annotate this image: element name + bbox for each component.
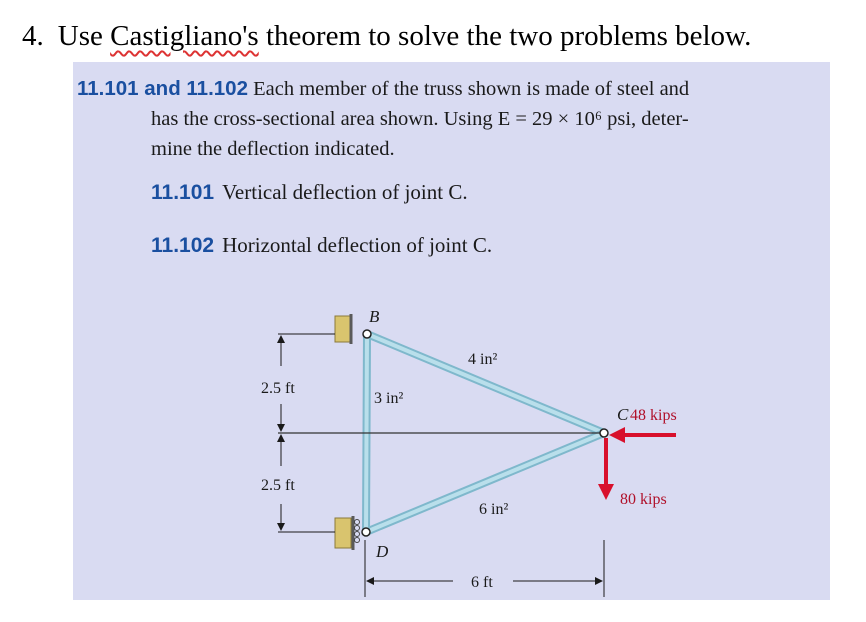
area-label-cd: 6 in²	[479, 501, 509, 518]
item-text: Vertical deflection of joint C.	[222, 180, 468, 204]
load-horizontal-label: 48 kips	[630, 407, 677, 424]
joint-b	[363, 330, 371, 338]
load-vertical-arrow	[598, 438, 614, 500]
item-number: 11.101	[151, 181, 215, 204]
joint-d	[362, 528, 370, 536]
item-number: 11.102	[151, 234, 215, 257]
item-text: Horizontal deflection of joint C.	[222, 233, 493, 257]
load-horizontal-arrow	[609, 427, 676, 443]
area-label-bc: 4 in²	[468, 351, 498, 368]
heading-suffix: theorem to solve the two problems below.	[258, 20, 752, 52]
dimension-lower: 2.5 ft	[261, 477, 295, 494]
support-b	[335, 314, 351, 344]
dimension-span: 6 ft	[471, 574, 493, 591]
heading-prefix: Use	[57, 20, 111, 52]
question-number: 4.	[22, 20, 44, 52]
dimension-upper: 2.5 ft	[261, 380, 295, 397]
textbook-excerpt	[73, 62, 830, 600]
truss-diagram	[73, 62, 830, 600]
joint-label-c: C	[617, 405, 629, 424]
problem-numbers: 11.101 and 11.102	[77, 77, 248, 100]
load-vertical-label: 80 kips	[620, 491, 667, 508]
statement-line-3: mine the deflection indicated.	[151, 138, 395, 160]
statement-line-2: has the cross-sectional area shown. Using E = 29 × 10⁶ psi, deter-	[151, 108, 689, 130]
area-label-bd: 3 in²	[374, 390, 404, 407]
statement-line-1: Each member of the truss shown is made of steel and	[247, 78, 690, 100]
joint-c	[600, 429, 608, 437]
joint-label-d: D	[376, 542, 389, 561]
support-d	[335, 516, 360, 550]
joint-label-b: B	[369, 307, 380, 326]
theorem-name: Castigliano's	[110, 20, 259, 52]
assignment-heading	[22, 20, 751, 53]
